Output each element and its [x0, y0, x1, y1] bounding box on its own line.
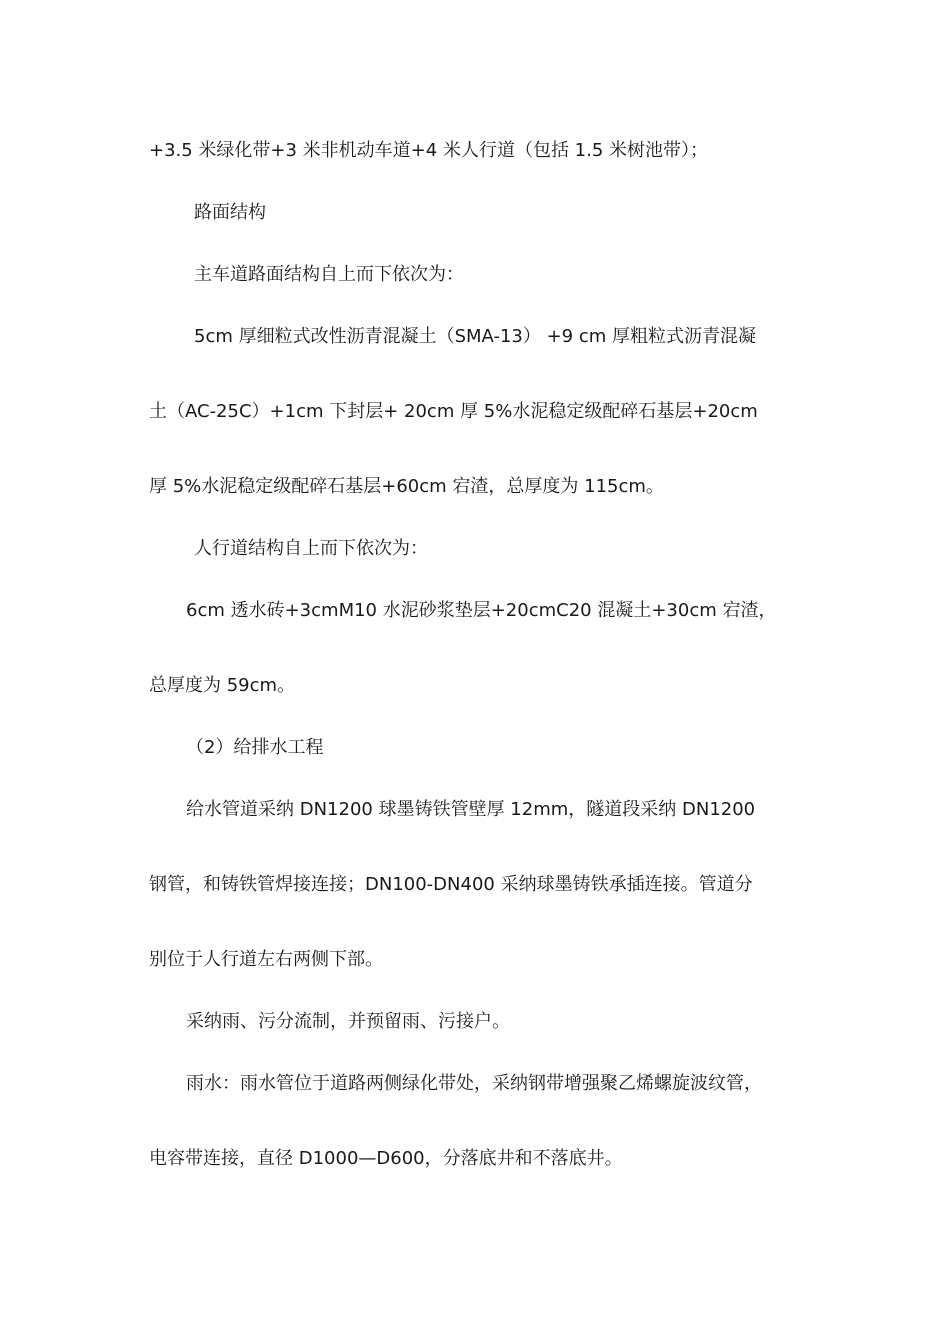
text-line-sidewalk-2: 总厚度为 59cm。 [149, 675, 296, 696]
text-line-main-lane-intro: 主车道路面结构自上而下依次为： [194, 264, 464, 285]
text-line-rainwater-1: 雨水：雨水管位于道路两侧绿化带处，采纳钢带增强聚乙烯螺旋波纹管， [186, 1073, 762, 1094]
heading-water-supply-drainage: （2）给排水工程 [186, 737, 324, 758]
text-line-water-supply-1: 给水管道采纳 DN1200 球墨铸铁管壁厚 12mm，隧道段采纳 DN1200 [186, 799, 756, 820]
text-line-main-lane-2: 土（AC-25C）+1cm 下封层+ 20cm 厚 5%水泥稳定级配碎石基层+20cm [149, 401, 758, 422]
text-line-main-lane-3: 厚 5%水泥稳定级配碎石基层+60cm 宕渣，总厚度为 115cm。 [149, 476, 664, 497]
text-line-rainwater-2: 电容带连接，直径 D1000—D600，分落底井和不落底井。 [149, 1148, 623, 1169]
text-line-separate-system: 采纳雨、污分流制，并预留雨、污接户。 [186, 1011, 510, 1032]
text-line-sidewalk-1: 6cm 透水砖+3cmM10 水泥砂浆垫层+20cmC20 混凝土+30cm 宕渣， [186, 600, 777, 621]
heading-pavement-structure: 路面结构 [194, 202, 266, 223]
text-line-road-width: +3.5 米绿化带+3 米非机动车道+4 米人行道（包括 1.5 米树池带）； [149, 140, 709, 161]
text-line-main-lane-1: 5cm 厚细粒式改性沥青混凝土（SMA-13） +9 cm 厚粗粒式沥青混凝 [194, 326, 757, 347]
text-line-water-supply-2: 钢管，和铸铁管焊接连接；DN100-DN400 采纳球墨铸铁承插连接。管道分 [149, 874, 753, 895]
text-line-sidewalk-intro: 人行道结构自上而下依次为： [194, 538, 428, 559]
text-line-water-supply-3: 别位于人行道左右两侧下部。 [149, 949, 383, 970]
